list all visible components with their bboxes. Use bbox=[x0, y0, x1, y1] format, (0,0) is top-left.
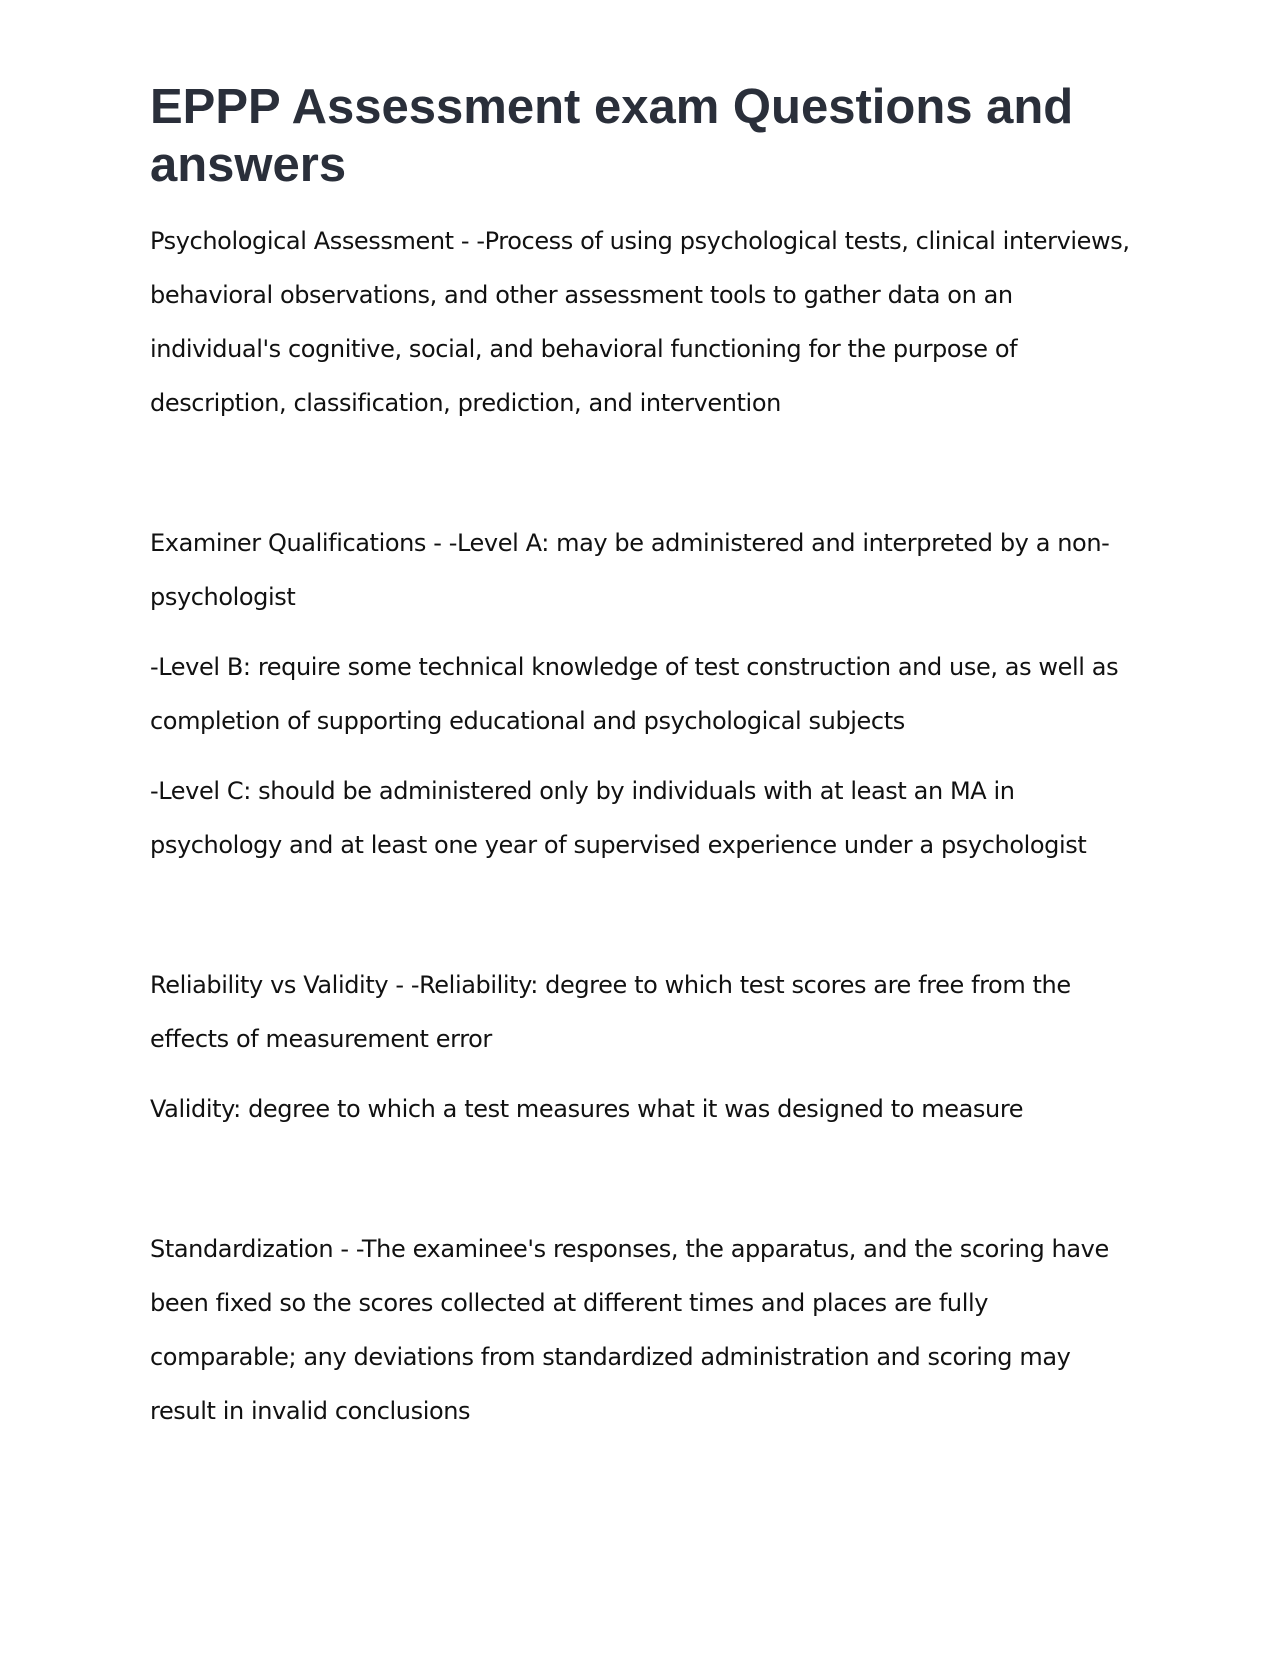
paragraph: Examiner Qualifications - -Level A: may be administered and interpreted by a non-psychologist bbox=[150, 529, 1110, 611]
paragraph: Validity: degree to which a test measures what it was designed to measure bbox=[150, 1095, 1024, 1123]
section-standardization bbox=[150, 1222, 1130, 1438]
paragraph: Standardization - -The examinee's responses, the apparatus, and the scoring have been fixed so the scores collected at different times and places are fully comparable; any deviations from standardized administration and scoring may result in invalid conclusions bbox=[150, 1235, 1109, 1425]
paragraph: -Level B: require some technical knowledge of test construction and use, as well as completion of supporting educational and psychological subjects bbox=[150, 653, 1119, 735]
section-reliability-validity bbox=[150, 958, 1130, 1136]
document-page bbox=[150, 70, 1130, 1438]
section-examiner-qualifications bbox=[150, 516, 1130, 872]
paragraph: -Level C: should be administered only by individuals with at least an MA in psychology and at least one year of supervised experience under a psychologist bbox=[150, 777, 1087, 859]
page-title: EPPP Assessment exam Questions and answers bbox=[150, 80, 1074, 192]
paragraph: Reliability vs Validity - -Reliability: degree to which test scores are free from the effects of measurement error bbox=[150, 971, 1071, 1053]
paragraph: Psychological Assessment - -Process of using psychological tests, clinical interviews, behavioral observations, and other assessment tools to gather data on an individual's cognitive, social, and behavioral functioning for the purpose of description, classification, prediction, and intervention bbox=[150, 227, 1130, 417]
section-psychological-assessment bbox=[150, 214, 1130, 430]
